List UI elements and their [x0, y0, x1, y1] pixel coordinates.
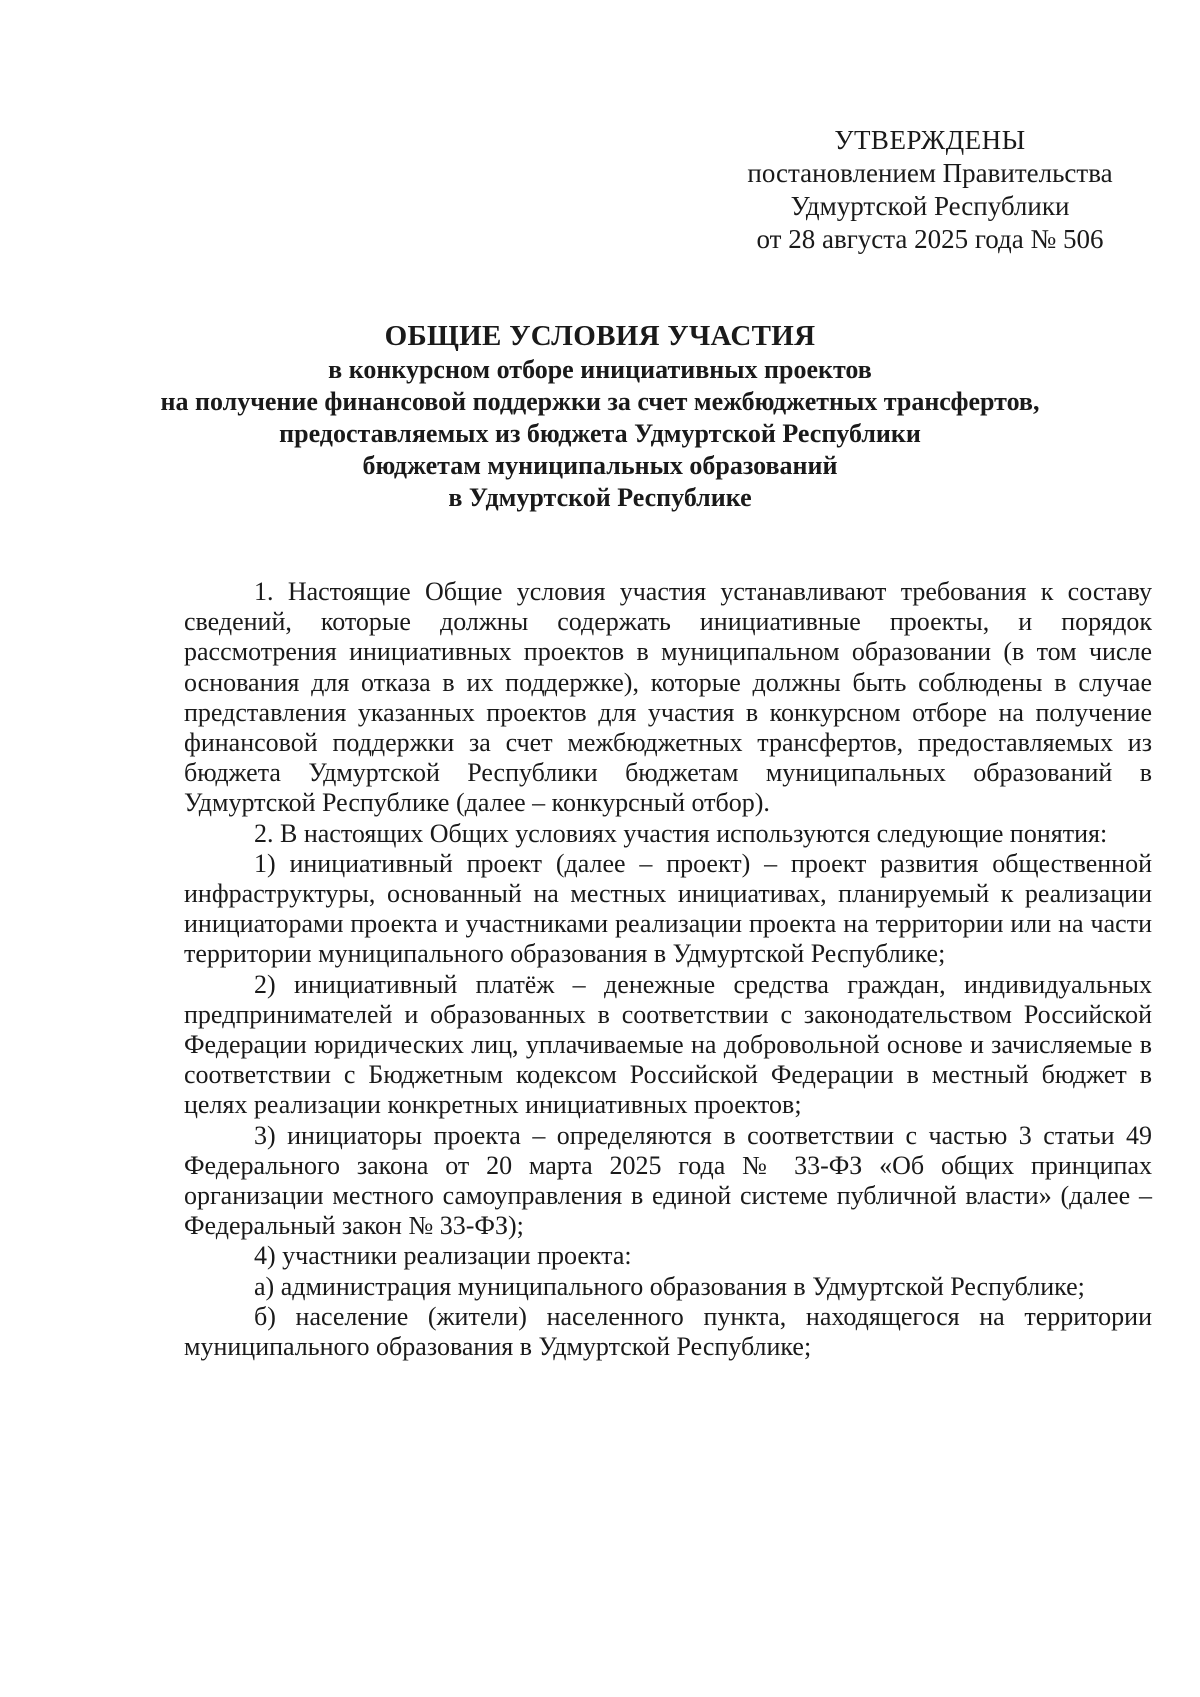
approval-heading: УТВЕРЖДЕНЫ	[834, 125, 1026, 155]
title-subline: бюджетам муниципальных образований	[362, 451, 838, 480]
definition-2: 2) инициативный платёж – денежные средства граждан, индивидуальных предпринимателей и образованных в соответствии с законодательством Российской Федерации юридических лиц, уплачиваемые на добровольной основе и зачисляемые в соответствии с Бюджетным кодексом Российской Федерации в местный бюджет в целях реализации конкретных инициативных проектов;	[184, 969, 1152, 1120]
approval-line: постановлением Правительства	[747, 158, 1113, 188]
paragraph-1: 1. Настоящие Общие условия участия устанавливают требования к составу сведений, которые должны содержать инициативные проекты, и порядок рассмотрения инициативных проектов в муниципальном образовании (в том числе основания для отказа в их поддержке), которые должны быть соблюдены в случае представления указанных проектов для участия в конкурсном отборе на получение финансовой поддержки за счет межбюджетных трансфертов, предоставляемых из бюджета Удмуртской Республики бюджетам муниципальных образований в Удмуртской Республике (далее – конкурсный отбор).	[184, 577, 1152, 818]
title-subline: в Удмуртской Республике	[448, 483, 752, 512]
sub-item-a: а) администрация муниципального образования в Удмуртской Республике;	[254, 1271, 1085, 1301]
approval-line: Удмуртской Республики	[790, 191, 1070, 221]
definition-3: 3) инициаторы проекта – определяются в соответствии с частью 3 статьи 49 Федерального закона от 20 марта 2025 года № 33-ФЗ «Об общих принципах организации местного самоуправления в единой системе публичной власти» (далее – Федеральный закон № 33-ФЗ);	[184, 1120, 1152, 1241]
document-body	[184, 577, 1152, 1362]
document-title	[160, 318, 1040, 514]
title-subline: предоставляемых из бюджета Удмуртской Республики	[279, 419, 921, 448]
sub-item-b: б) население (жители) населенного пункта, находящегося на территории муниципального образования в Удмуртской Республике;	[184, 1301, 1152, 1362]
approval-stamp	[730, 124, 1130, 256]
approval-line: от 28 августа 2025 года № 506	[756, 224, 1104, 254]
definition-1: 1) инициативный проект (далее – проект) – проект развития общественной инфраструктуры, основанный на местных инициативах, планируемый к реализации инициаторами проекта и участниками реализации проекта на территории или на части территории муниципального образования в Удмуртской Республике;	[184, 848, 1152, 969]
title-subline: в конкурсном отборе инициативных проектов	[328, 355, 872, 384]
paragraph-2: 2. В настоящих Общих условиях участия используются следующие понятия:	[254, 818, 1108, 848]
title-subline: на получение финансовой поддержки за счет межбюджетных трансфертов,	[160, 387, 1040, 416]
definition-4: 4) участники реализации проекта:	[254, 1241, 632, 1271]
title-main: ОБЩИЕ УСЛОВИЯ УЧАСТИЯ	[384, 320, 816, 352]
